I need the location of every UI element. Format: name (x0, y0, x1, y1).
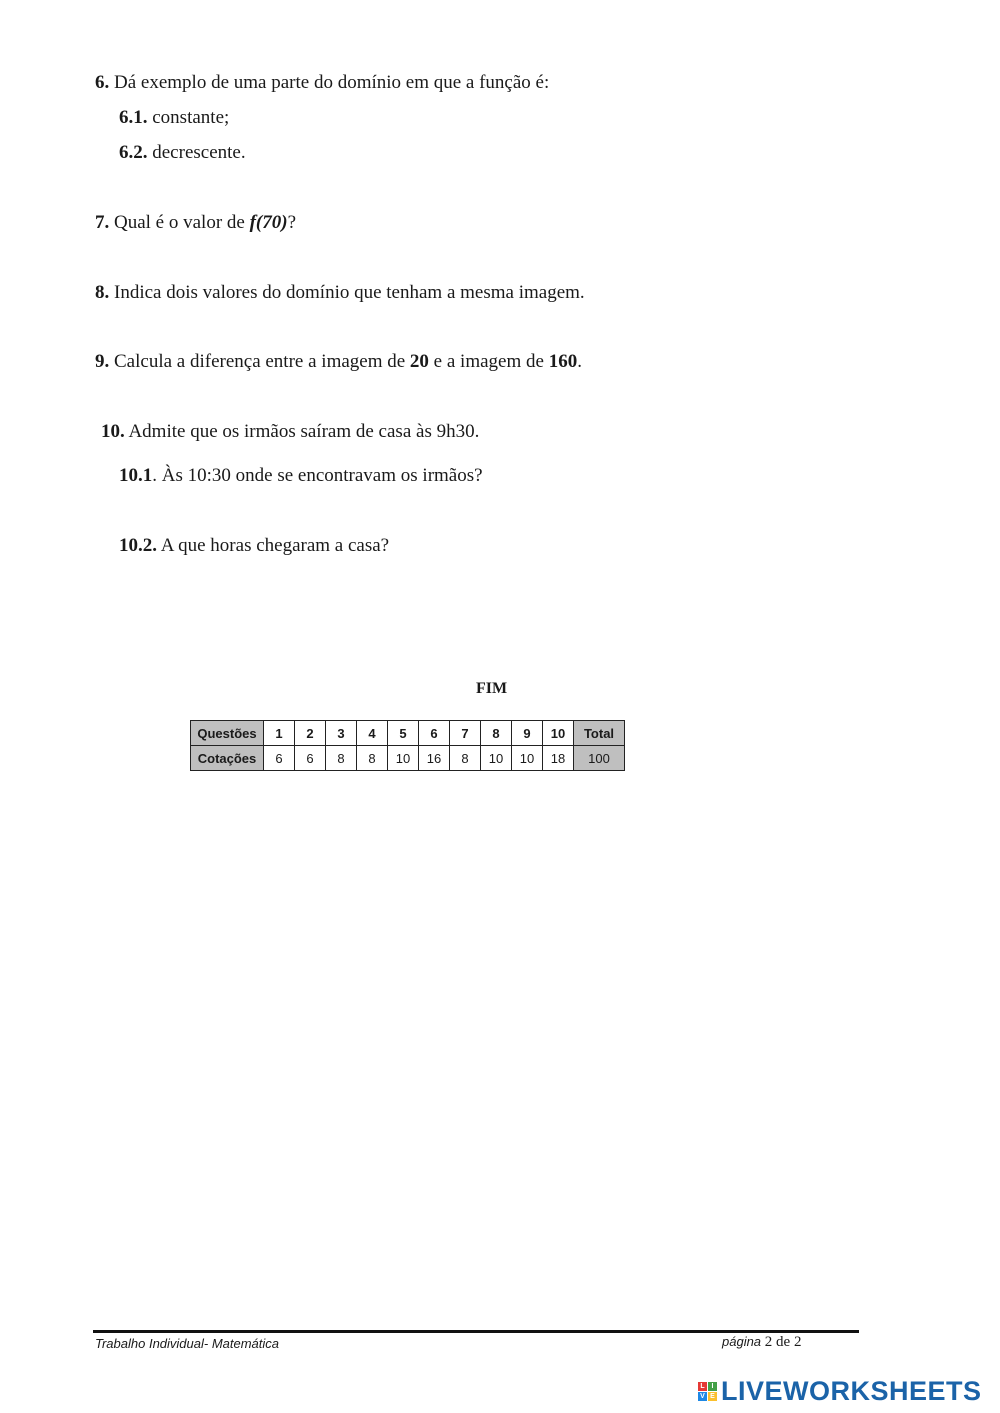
question-cell: 6 (419, 721, 450, 746)
page-word: página (722, 1334, 762, 1349)
row-header-questions: Questões (191, 721, 264, 746)
total-value: 100 (574, 746, 625, 771)
question-cell: 8 (481, 721, 512, 746)
question-text: e a imagem de (433, 351, 544, 372)
sub-question-text: A que horas chegaram a casa? (160, 535, 390, 556)
question-text: Calcula a diferença entre a imagem de (114, 351, 406, 372)
value-160: 160 (548, 351, 578, 372)
sub-question-number: 6.2. (119, 142, 148, 163)
page-number (722, 1334, 801, 1351)
footer-title: Trabalho Individual- Matemática (95, 1336, 280, 1351)
logo-letter: L (698, 1382, 707, 1391)
question-6-2 (119, 142, 246, 164)
total-header: Total (574, 721, 625, 746)
liveworksheets-icon (698, 1382, 717, 1401)
question-cell: 2 (295, 721, 326, 746)
question-10 (101, 421, 479, 443)
liveworksheets-logo[interactable] (698, 1376, 982, 1407)
logo-letter: I (708, 1382, 717, 1391)
question-10-2 (119, 535, 389, 557)
question-number: 7. (95, 212, 110, 233)
question-text: Admite que os irmãos saíram de casa às 9h30. (128, 421, 480, 442)
question-9 (95, 351, 582, 373)
question-cell: 10 (543, 721, 574, 746)
question-6 (95, 72, 549, 94)
score-cell: 8 (450, 746, 481, 771)
sub-question-number: 6.1. (119, 107, 148, 128)
math-expression: f(70) (249, 212, 288, 233)
questions-row (191, 721, 625, 746)
score-cell: 8 (326, 746, 357, 771)
end-label: FIM (476, 680, 508, 697)
score-cell: 10 (388, 746, 419, 771)
score-table (190, 720, 625, 771)
sub-question-number: 10.1 (119, 465, 153, 486)
question-mark: ? (287, 212, 297, 233)
sub-question-text: . Às 10:30 onde se encontravam os irmãos? (152, 465, 483, 486)
question-6-1 (119, 107, 229, 129)
scores-row (191, 746, 625, 771)
question-text: Dá exemplo de uma parte do domínio em que a função é: (114, 72, 550, 93)
question-cell: 7 (450, 721, 481, 746)
question-number: 8. (95, 282, 110, 303)
question-number: 9. (95, 351, 110, 372)
footer-divider (93, 1330, 859, 1333)
row-header-scores: Cotações (191, 746, 264, 771)
score-cell: 16 (419, 746, 450, 771)
period: . (577, 351, 582, 372)
sub-question-text: constante; (152, 107, 230, 128)
question-cell: 5 (388, 721, 419, 746)
question-text: Qual é o valor de (114, 212, 245, 233)
score-cell: 8 (357, 746, 388, 771)
question-10-1 (119, 465, 483, 487)
score-cell: 18 (543, 746, 574, 771)
question-number: 10. (101, 421, 125, 442)
question-cell: 3 (326, 721, 357, 746)
brand-name: LIVEWORKSHEETS (721, 1376, 982, 1406)
score-cell: 10 (512, 746, 543, 771)
page-count: 2 de 2 (764, 1334, 802, 1350)
question-cell: 4 (357, 721, 388, 746)
question-number: 6. (95, 72, 110, 93)
value-20: 20 (409, 351, 429, 372)
score-cell: 10 (481, 746, 512, 771)
question-text: Indica dois valores do domínio que tenham a mesma imagem. (114, 282, 585, 303)
score-cell: 6 (295, 746, 326, 771)
sub-question-number: 10.2. (119, 535, 157, 556)
score-cell: 6 (264, 746, 295, 771)
question-cell: 1 (264, 721, 295, 746)
sub-question-text: decrescente. (152, 142, 246, 163)
logo-letter: V (698, 1392, 707, 1401)
question-cell: 9 (512, 721, 543, 746)
question-8 (95, 282, 585, 304)
logo-letter: E (708, 1392, 717, 1401)
question-7 (95, 212, 296, 234)
